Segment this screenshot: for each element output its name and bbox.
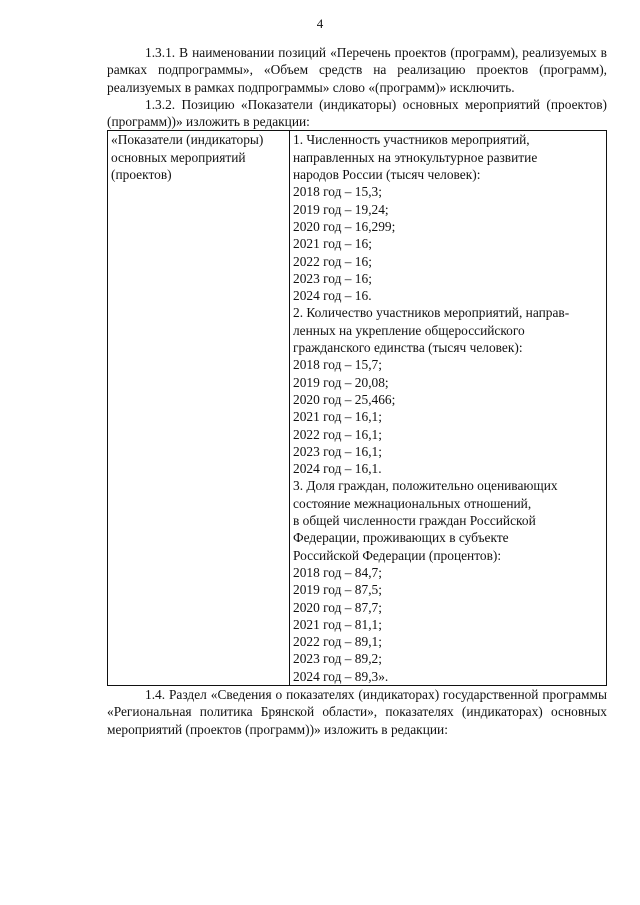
indicators-table [107,130,607,686]
value-line: 2024 год – 89,3». [293,668,389,684]
value-line: 2021 год – 16,1; [293,409,382,425]
page-number: 4 [316,16,324,31]
value-line: 3. Доля граждан, положительно оценивающих [293,478,558,494]
value-line: 2024 год – 16,1. [293,461,382,477]
label-line: «Показатели (индикаторы) [111,132,264,148]
value-line: 2020 год – 16,299; [293,218,396,234]
value-line: 2022 год – 16,1; [293,426,382,442]
value-line: 2024 год – 16. [293,288,372,304]
document-body [107,44,607,738]
value-line: 2018 год – 84,7; [293,564,382,580]
value-line: 2023 год – 89,2; [293,651,382,667]
value-line: гражданского единства (тысяч человек): [293,340,523,356]
label-line: (проектов) [111,167,172,183]
value-line: 2021 год – 16; [293,236,372,252]
table-cell-label [108,131,290,686]
value-line: 2020 год – 87,7; [293,599,382,615]
value-line: 2. Количество участников мероприятий, направ- [293,305,570,321]
value-line: направленных на этнокультурное развитие [293,149,538,165]
value-line: 2022 год – 16; [293,253,372,269]
paragraph-1-3-2: 1.3.2. Позицию «Показатели (индикаторы) основных мероприятий (проектов) (программ))» изложить в редакции: [107,96,607,130]
value-line: 2020 год – 25,466; [293,391,396,407]
table-row [108,131,607,686]
paragraph-1-4: 1.4. Раздел «Сведения о показателях (индикаторах) государственной программы «Региональная политика Брянской области», показателях (индикаторах) основных мероприятий (проектов (программ))» изложить в редакции: [107,686,607,737]
value-line: состояние межнациональных отношений, [293,495,532,511]
value-line: 2023 год – 16; [293,270,372,286]
value-line: 2021 год – 81,1; [293,616,382,632]
value-line: 2018 год – 15,7; [293,357,382,373]
value-line: народов России (тысяч человек): [293,167,481,183]
paragraph-1-3-1: 1.3.1. В наименовании позиций «Перечень проектов (программ), реализуемых в рамках подпрограммы», «Объем средств на реализацию проектов (программ), реализуемых в рамках подпрограммы» слово «(программ)» исключить. [107,45,607,95]
value-line: в общей численности граждан Российской [293,513,536,529]
value-line: 2019 год – 87,5; [293,582,382,598]
value-line: ленных на укрепление общероссийского [293,322,525,338]
value-line: Федерации, проживающих в субъекте [293,530,509,546]
value-line: 1. Численность участников мероприятий, [293,132,530,148]
value-line: 2023 год – 16,1; [293,443,382,459]
value-line: 2019 год – 19,24; [293,201,389,217]
value-line: 2019 год – 20,08; [293,374,389,390]
value-line: 2022 год – 89,1; [293,634,382,650]
value-line: Российской Федерации (процентов): [293,547,502,563]
table-cell-values [290,131,607,686]
value-line: 2018 год – 15,3; [293,184,382,200]
label-line: основных мероприятий [111,149,246,165]
